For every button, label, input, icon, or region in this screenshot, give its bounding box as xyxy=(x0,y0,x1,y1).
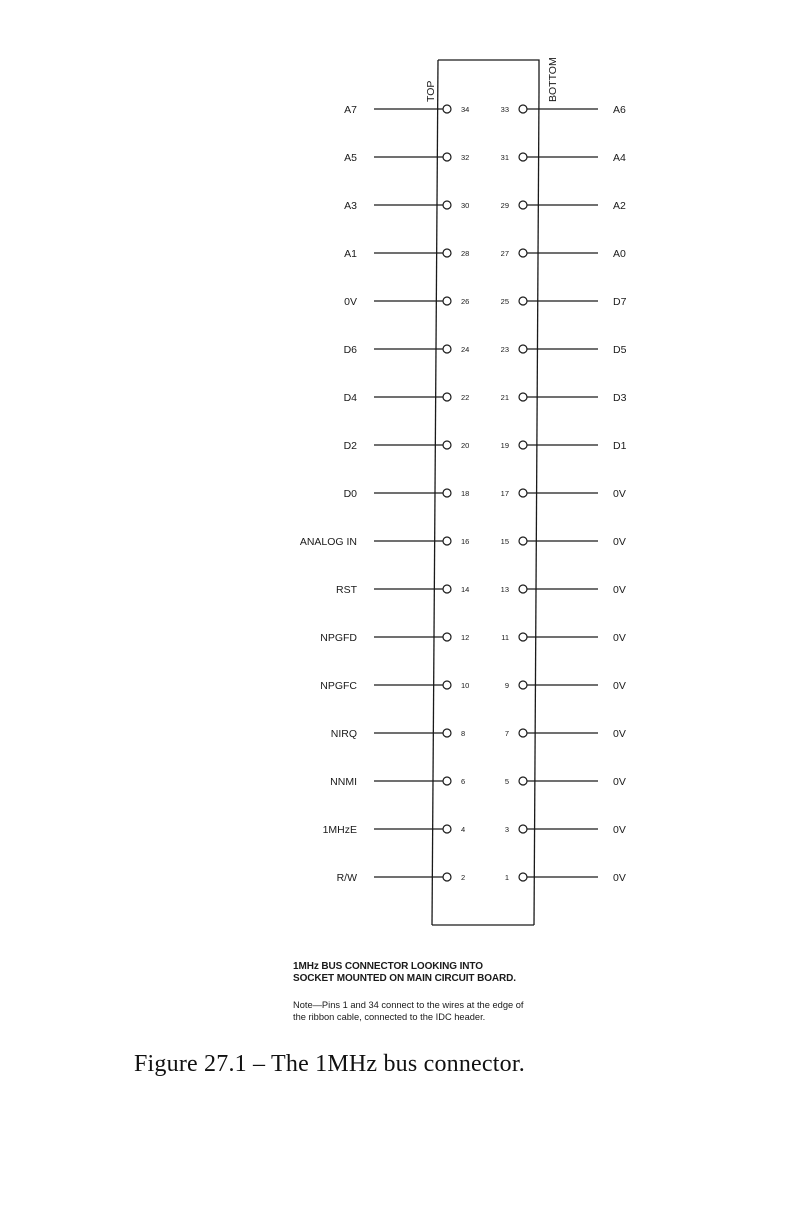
right-pin-number: 33 xyxy=(500,105,509,114)
left-signal-label: NIRQ xyxy=(330,728,357,740)
left-pin-circle xyxy=(443,681,451,689)
right-pin-number: 13 xyxy=(500,585,509,594)
left-signal-label: 0V xyxy=(344,296,357,308)
right-pin-number: 3 xyxy=(504,825,509,834)
right-pin-circle xyxy=(519,825,527,833)
right-signal-label: 0V xyxy=(613,776,626,788)
right-signal-label: D3 xyxy=(613,392,627,404)
left-signal-label: A1 xyxy=(344,248,357,260)
left-pin-circle xyxy=(443,777,451,785)
connector-right-edge xyxy=(534,92,539,925)
left-signal-label: RST xyxy=(336,584,357,596)
left-pin-circle xyxy=(443,873,451,881)
left-pin-circle xyxy=(443,297,451,305)
right-pin-number: 1 xyxy=(504,873,509,882)
right-pin-number: 31 xyxy=(500,153,509,162)
left-pin-number: 28 xyxy=(461,249,470,258)
pin-rows xyxy=(300,104,627,884)
note-line-2: the ribbon cable, connected to the IDC header. xyxy=(293,1011,486,1022)
right-pin-circle xyxy=(519,249,527,257)
left-signal-label: NPGFC xyxy=(320,680,357,692)
left-pin-number: 24 xyxy=(461,345,470,354)
left-pin-circle xyxy=(443,393,451,401)
left-signal-label: D4 xyxy=(343,392,357,404)
right-pin-circle xyxy=(519,297,527,305)
left-pin-number: 10 xyxy=(461,681,470,690)
left-pin-circle xyxy=(443,825,451,833)
left-pin-number: 30 xyxy=(461,201,470,210)
right-signal-label: 0V xyxy=(613,584,626,596)
right-signal-label: 0V xyxy=(613,824,626,836)
left-pin-circle xyxy=(443,633,451,641)
right-pin-circle xyxy=(519,585,527,593)
left-pin-number: 16 xyxy=(461,537,470,546)
right-pin-number: 15 xyxy=(500,537,509,546)
left-pin-circle xyxy=(443,729,451,737)
right-pin-number: 7 xyxy=(504,729,509,738)
right-pin-circle xyxy=(519,537,527,545)
right-pin-circle xyxy=(519,105,527,113)
left-pin-circle xyxy=(443,537,451,545)
right-pin-number: 29 xyxy=(500,201,509,210)
right-pin-number: 25 xyxy=(500,297,509,306)
right-pin-circle xyxy=(519,729,527,737)
right-signal-label: A4 xyxy=(613,152,626,164)
right-pin-number: 27 xyxy=(500,249,509,258)
left-pin-number: 22 xyxy=(461,393,470,402)
left-pin-circle xyxy=(443,201,451,209)
left-pin-number: 34 xyxy=(461,105,470,114)
left-signal-label: A7 xyxy=(344,104,357,116)
left-signal-label: D2 xyxy=(343,440,357,452)
right-pin-circle xyxy=(519,153,527,161)
right-pin-circle xyxy=(519,681,527,689)
right-signal-label: A2 xyxy=(613,200,626,212)
left-pin-number: 2 xyxy=(461,873,466,882)
right-pin-circle xyxy=(519,201,527,209)
right-pin-number: 17 xyxy=(500,489,509,498)
figure-caption: Figure 27.1 – The 1MHz bus connector. xyxy=(134,1051,525,1077)
right-signal-label: 0V xyxy=(613,680,626,692)
right-signal-label: D1 xyxy=(613,440,627,452)
left-pin-number: 26 xyxy=(461,297,470,306)
left-pin-circle xyxy=(443,441,451,449)
left-signal-label: ANALOG IN xyxy=(299,536,357,548)
left-pin-circle xyxy=(443,105,451,113)
left-signal-label: NPGFD xyxy=(320,632,357,644)
right-pin-number: 21 xyxy=(500,393,509,402)
right-signal-label: 0V xyxy=(613,728,626,740)
left-pin-number: 32 xyxy=(461,153,470,162)
left-pin-number: 20 xyxy=(461,441,470,450)
right-signal-label: 0V xyxy=(613,632,626,644)
right-signal-label: D7 xyxy=(613,296,627,308)
right-pin-number: 5 xyxy=(504,777,509,786)
left-signal-label: D6 xyxy=(343,344,357,356)
left-pin-circle xyxy=(443,249,451,257)
right-pin-number: 9 xyxy=(504,681,509,690)
note xyxy=(293,1000,623,1023)
right-pin-number: 11 xyxy=(501,633,509,642)
left-signal-label: A3 xyxy=(344,200,357,212)
left-signal-label: D0 xyxy=(343,488,357,500)
right-pin-circle xyxy=(519,441,527,449)
caption-line-2: SOCKET MOUNTED ON MAIN CIRCUIT BOARD. xyxy=(293,973,516,984)
right-signal-label: 0V xyxy=(613,872,626,884)
right-pin-circle xyxy=(519,633,527,641)
connector-outline xyxy=(438,60,539,92)
left-pin-circle xyxy=(443,153,451,161)
left-signal-label: A5 xyxy=(344,152,357,164)
note-line-1: Note—Pins 1 and 34 connect to the wires at the edge of xyxy=(293,1000,524,1010)
right-pin-number: 19 xyxy=(500,441,509,450)
caption-line-1: 1MHz BUS CONNECTOR LOOKING INTO xyxy=(293,961,483,972)
left-pin-number: 18 xyxy=(461,489,470,498)
right-signal-label: A6 xyxy=(613,104,626,116)
left-pin-circle xyxy=(443,585,451,593)
left-pin-number: 8 xyxy=(461,729,466,738)
right-pin-circle xyxy=(519,873,527,881)
right-pin-circle xyxy=(519,777,527,785)
left-pin-number: 6 xyxy=(461,777,466,786)
right-signal-label: 0V xyxy=(613,488,626,500)
side-label-top: TOP xyxy=(425,80,437,102)
left-pin-circle xyxy=(443,345,451,353)
left-pin-circle xyxy=(443,489,451,497)
left-pin-number: 4 xyxy=(461,825,466,834)
left-signal-label: R/W xyxy=(336,872,357,884)
right-pin-circle xyxy=(519,489,527,497)
right-pin-number: 23 xyxy=(500,345,509,354)
right-signal-label: D5 xyxy=(613,344,627,356)
left-pin-number: 14 xyxy=(461,585,470,594)
right-pin-circle xyxy=(519,393,527,401)
left-pin-number: 12 xyxy=(461,633,470,642)
side-label-bottom: BOTTOM xyxy=(547,57,559,102)
right-signal-label: A0 xyxy=(613,248,626,260)
left-signal-label: NNMI xyxy=(330,776,357,788)
right-signal-label: 0V xyxy=(613,536,626,548)
diagram-caption xyxy=(293,961,623,1023)
right-pin-circle xyxy=(519,345,527,353)
left-signal-label: 1MHzE xyxy=(322,824,357,836)
